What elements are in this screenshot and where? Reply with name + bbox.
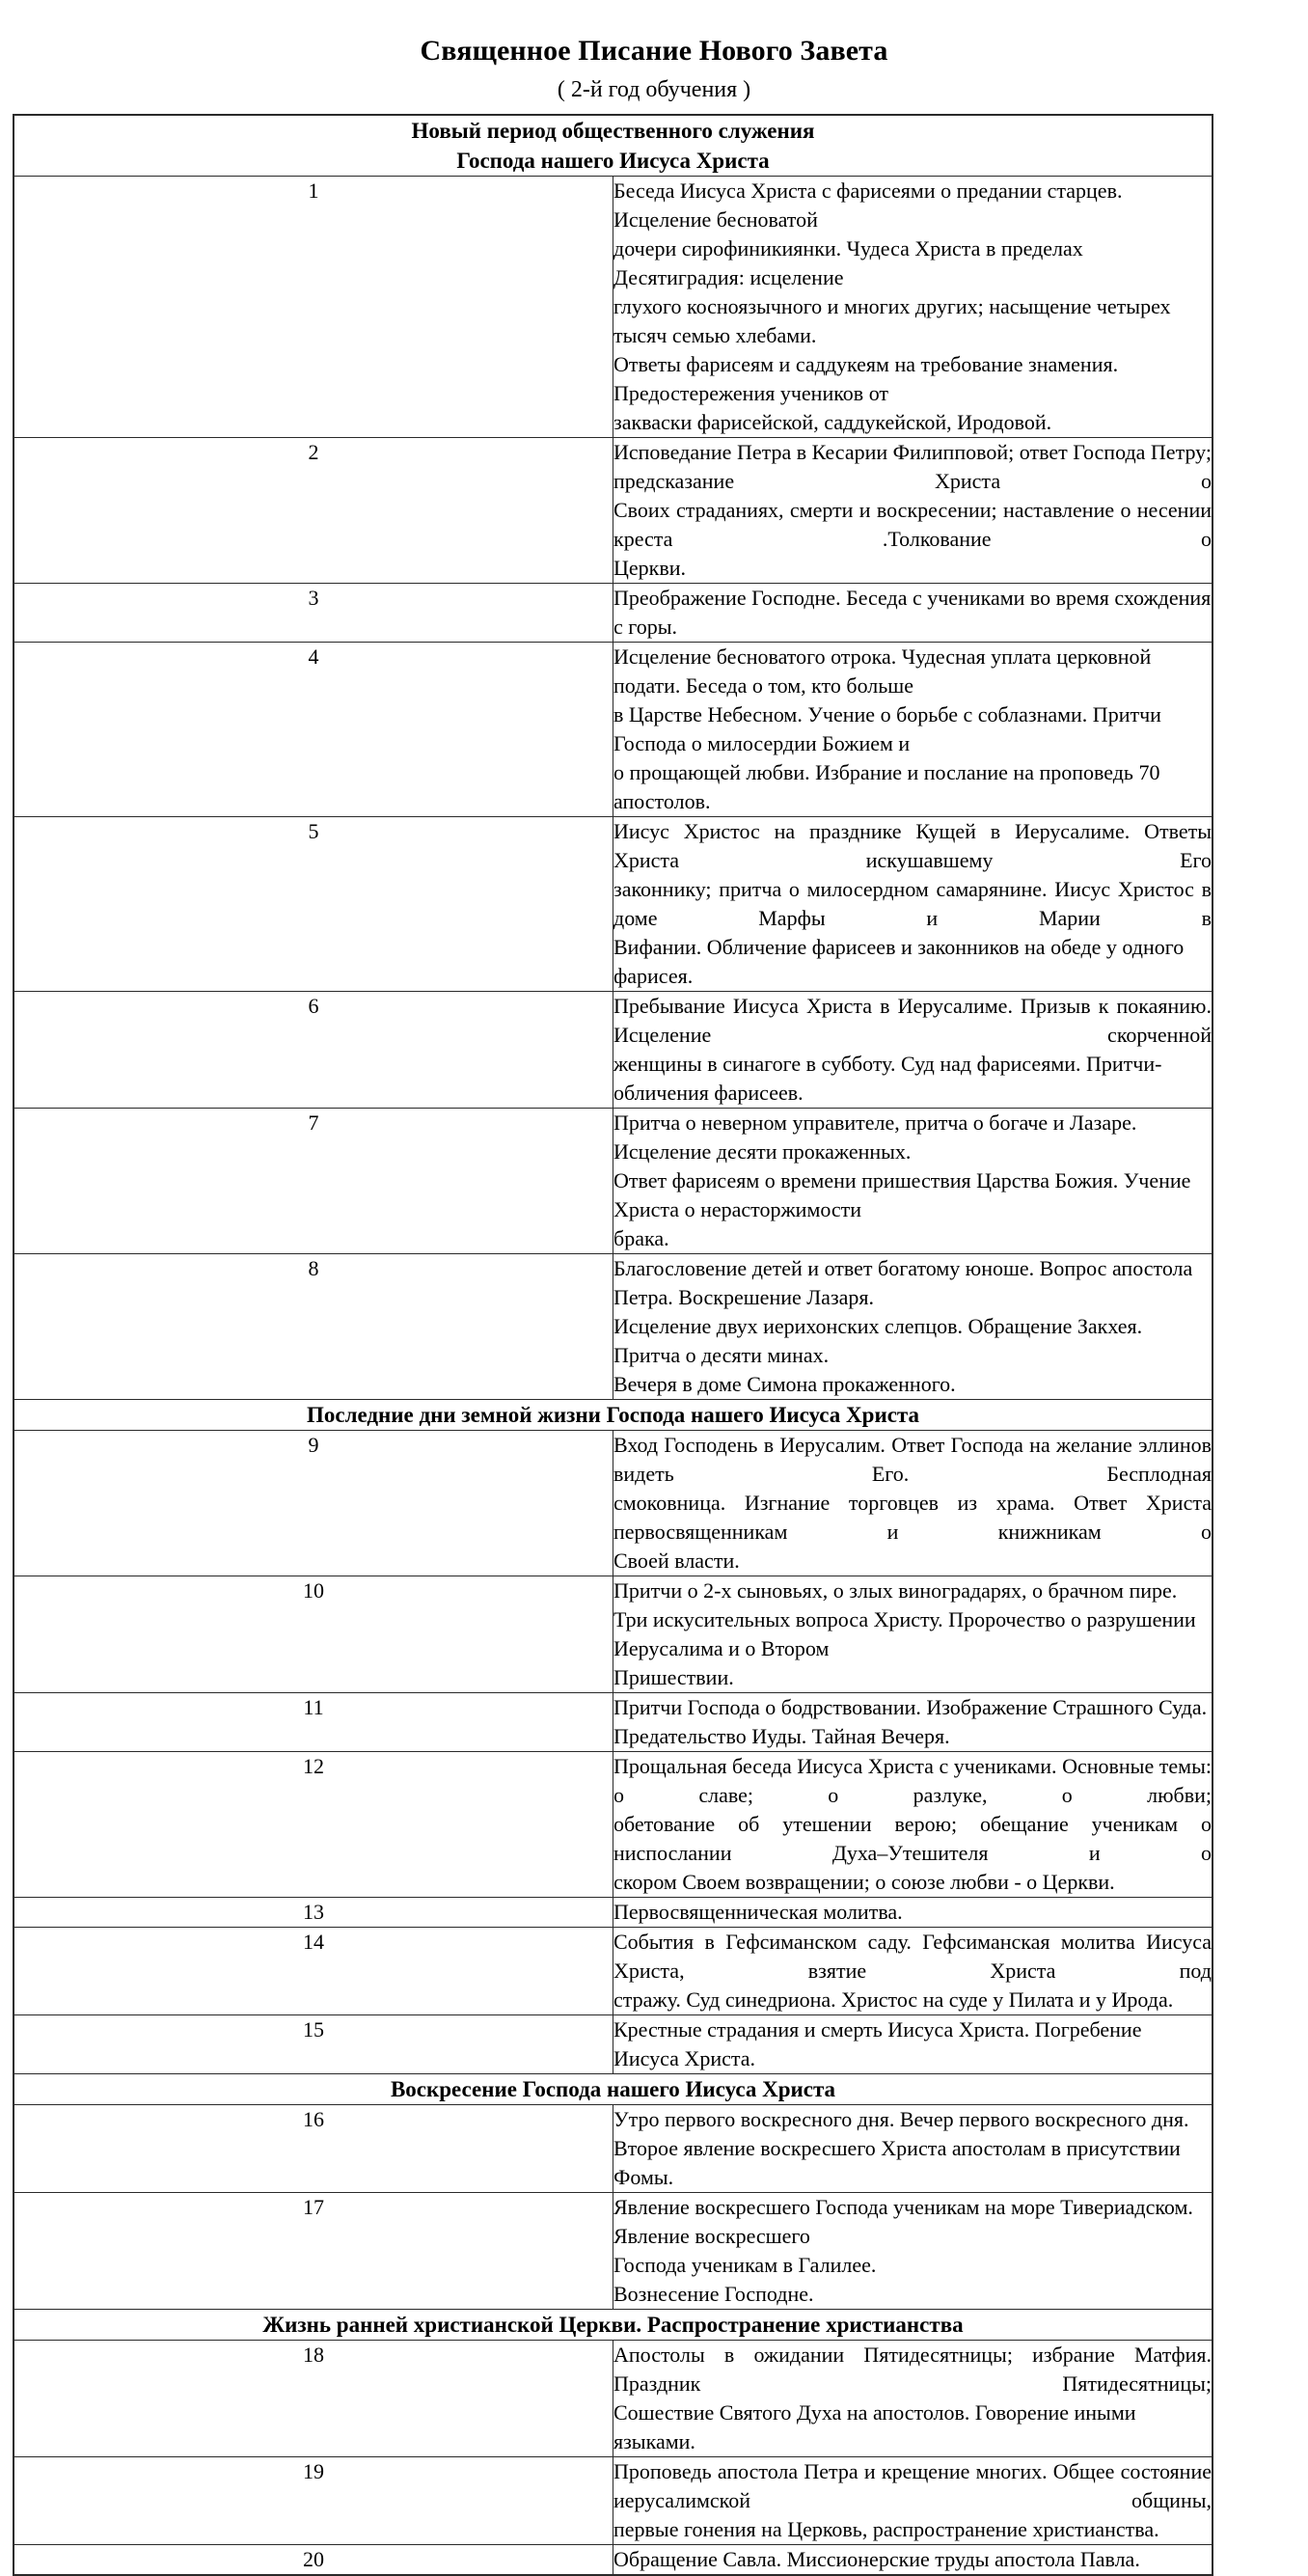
section-header-2	[14, 1400, 1213, 1431]
lesson-number: 11	[14, 1693, 613, 1752]
lesson-topic-line: Крестные страдания и смерть Иисуса Христа. Погребение Иисуса Христа.	[613, 2017, 1142, 2071]
table-row	[14, 177, 1213, 438]
lesson-topic-line: Исповедание Петра в Кесарии Филипповой; ответ Господа Петру; предсказание Христа о	[613, 440, 1212, 494]
lesson-number: 18	[14, 2341, 613, 2457]
lesson-number: 19	[14, 2457, 613, 2545]
table-row	[14, 2457, 1213, 2545]
lesson-number: 14	[14, 1928, 613, 2015]
table-row	[14, 2015, 1213, 2074]
lesson-topic	[613, 1898, 1213, 1928]
lesson-number: 17	[14, 2193, 613, 2310]
lesson-topic-line: женщины в синагоге в субботу. Суд над фарисеями. Притчи-обличения фарисеев.	[613, 1052, 1162, 1106]
table-row	[14, 643, 1213, 817]
lesson-topic-line: Благословение детей и ответ богатому юноше. Вопрос апостола Петра. Воскрешение Лазаря.	[613, 1256, 1193, 1310]
lesson-topic-line: скором Своем возвращении; о союзе любви - о Церкви.	[613, 1870, 1115, 1895]
table-section-header-row	[14, 115, 1213, 177]
lesson-topic	[613, 1576, 1213, 1693]
table-row	[14, 1752, 1213, 1898]
lesson-topic-line: Предательство Иуды. Тайная Вечеря.	[613, 1724, 950, 1749]
lesson-topic-line: Притча о неверном управителе, притча о богаче и Лазаре. Исцеление десяти прокаженных.	[613, 1110, 1137, 1165]
table-row	[14, 2545, 1213, 2576]
lesson-topic-line: Иисус Христос на празднике Кущей в Иерусалиме. Ответы Христа искушавшему Его	[613, 819, 1212, 873]
lesson-topic-line: первые гонения на Церковь, распространение христианства.	[613, 2517, 1159, 2542]
lesson-topic-line: Второе явление воскресшего Христа апостолам в присутствии Фомы.	[613, 2136, 1181, 2190]
lesson-topic-line: Апостолы в ожидании Пятидесятницы; избрание Матфия. Праздник Пятидесятницы;	[613, 2343, 1212, 2397]
lesson-topic	[613, 817, 1213, 992]
section-header-line: Господа нашего Иисуса Христа	[456, 149, 770, 174]
table-section-header-row	[14, 2310, 1213, 2341]
table-row	[14, 2193, 1213, 2310]
lesson-topic-line: Явление воскресшего Господа ученикам на море Тивериадском. Явление воскресшего	[613, 2195, 1193, 2249]
lesson-topic-line: обетование об утешении верою; обещание ученикам о ниспослании Духа–Утешителя и о	[613, 1812, 1212, 1866]
page-subtitle: ( 2-й год обучения )	[557, 76, 751, 102]
document-page	[0, 35, 1308, 2576]
lesson-topic-line: Церкви.	[613, 556, 687, 581]
lesson-topic	[613, 1928, 1213, 2015]
table-row	[14, 2105, 1213, 2193]
lesson-topic	[613, 438, 1213, 584]
lesson-topic-line: Вечеря в доме Симона прокаженного.	[613, 1372, 956, 1397]
lesson-topic-line: в Царстве Небесном. Учение о борьбе с соблазнами. Притчи Господа о милосердии Божием и	[613, 702, 1161, 756]
lesson-topic	[613, 2341, 1213, 2457]
lesson-number: 5	[14, 817, 613, 992]
lesson-topic	[613, 2105, 1213, 2193]
lesson-number: 15	[14, 2015, 613, 2074]
lesson-topic-line: Проповедь апостола Петра и крещение многих. Общее состояние иерусалимской общины,	[613, 2459, 1212, 2513]
lesson-topic-line: брака.	[613, 1226, 669, 1251]
lesson-topic-line: Три искусительных вопроса Христу. Пророчество о разрушении Иерусалима и о Втором	[613, 1607, 1196, 1661]
lesson-topic-line: Ответ фарисеям о времени пришествия Царства Божия. Учение Христа о нерасторжимости	[613, 1168, 1191, 1222]
lesson-topic-line: Вход Господень в Иерусалим. Ответ Господа на желание эллинов видеть Его. Бесплодная	[613, 1433, 1212, 1487]
table-section-header-row	[14, 2074, 1213, 2105]
section-header-line: Последние дни земной жизни Господа нашего Иисуса Христа	[306, 1403, 919, 1428]
section-header-line: Новый период общественного служения	[411, 119, 815, 144]
lesson-topic-line: Исцеление двух иерихонских слепцов. Обращение Закхея. Притча о десяти минах.	[613, 1314, 1143, 1368]
table-row	[14, 1254, 1213, 1400]
table-row	[14, 2341, 1213, 2457]
table-row	[14, 1431, 1213, 1576]
section-header-line: Жизнь ранней христианской Церкви. Распространение христианства	[262, 2313, 964, 2338]
table-row	[14, 1898, 1213, 1928]
lesson-number: 6	[14, 992, 613, 1109]
lesson-topic	[613, 1109, 1213, 1254]
table-row	[14, 584, 1213, 643]
lesson-number: 8	[14, 1254, 613, 1400]
lesson-number: 1	[14, 177, 613, 438]
lesson-topic-line: Притчи Господа о бодрствовании. Изображение Страшного Суда.	[613, 1695, 1208, 1720]
lesson-topic-line: Пришествии.	[613, 1665, 734, 1690]
lesson-topic-line: Исцеление бесноватого отрока. Чудесная уплата церковной подати. Беседа о том, кто больше	[613, 644, 1152, 699]
lesson-topic-line: Своей власти.	[613, 1548, 740, 1574]
section-header-1	[14, 115, 1213, 177]
lesson-topic	[613, 992, 1213, 1109]
lesson-topic-line: законнику; притча о милосердном самарянине. Иисус Христос в доме Марфы и Марии в	[613, 877, 1212, 931]
section-header-line: Воскресение Господа нашего Иисуса Христа	[390, 2077, 836, 2102]
lesson-number: 4	[14, 643, 613, 817]
page-title: Священное Писание Нового Завета	[420, 35, 888, 67]
table-section-header-row	[14, 1400, 1213, 1431]
lesson-topic	[613, 2545, 1213, 2576]
lesson-topic	[613, 1752, 1213, 1898]
lesson-topic-line: Сошествие Святого Духа на апостолов. Говорение иными языками.	[613, 2400, 1136, 2454]
lesson-topic	[613, 584, 1213, 643]
lesson-topic	[613, 1431, 1213, 1576]
lesson-number: 10	[14, 1576, 613, 1693]
lesson-topic	[613, 2457, 1213, 2545]
lesson-topic-line: глухого косноязычного и многих других; насыщение четырех тысяч семью хлебами.	[613, 294, 1171, 348]
table-row	[14, 438, 1213, 584]
lesson-topic	[613, 643, 1213, 817]
lesson-number: 20	[14, 2545, 613, 2576]
lesson-topic	[613, 2193, 1213, 2310]
table-row	[14, 1693, 1213, 1752]
table-body	[14, 115, 1213, 2575]
lesson-topic-line: Господа ученикам в Галилее.	[613, 2253, 877, 2278]
lesson-topic-line: Своих страданиях, смерти и воскресении; наставление о несении креста .Толкование о	[613, 498, 1212, 552]
lesson-topic-line: дочери сирофиникиянки. Чудеса Христа в пределах Десятиградия: исцеление	[613, 236, 1083, 290]
lesson-number: 3	[14, 584, 613, 643]
lesson-topic	[613, 1693, 1213, 1752]
lesson-number: 7	[14, 1109, 613, 1254]
lesson-topic-line: Вифании. Обличение фарисеев и законников на обеде у одного фарисея.	[613, 935, 1185, 989]
section-header-4	[14, 2310, 1213, 2341]
curriculum-table	[13, 114, 1213, 2576]
lesson-topic-line: Пребывание Иисуса Христа в Иерусалиме. Призыв к покаянию. Исцеление скорченной	[613, 994, 1212, 1048]
lesson-topic-line: смоковница. Изгнание торговцев из храма. Ответ Христа первосвященникам и книжникам о	[613, 1491, 1212, 1545]
lesson-topic	[613, 2015, 1213, 2074]
lesson-topic-line: стражу. Суд синедриона. Христос на суде у Пилата и у Ирода.	[613, 1987, 1174, 2013]
lesson-number: 16	[14, 2105, 613, 2193]
lesson-topic-line: закваски фарисейской, саддукейской, Иродовой.	[613, 410, 1052, 435]
lesson-topic-line: Первосвященническая молитва.	[613, 1900, 903, 1925]
table-row	[14, 817, 1213, 992]
lesson-topic	[613, 1254, 1213, 1400]
lesson-topic-line: Вознесение Господне.	[613, 2282, 814, 2307]
lesson-topic-line: События в Гефсиманском саду. Гефсиманская молитва Иисуса Христа, взятие Христа под	[613, 1930, 1212, 1984]
table-row	[14, 1576, 1213, 1693]
table-row	[14, 1928, 1213, 2015]
lesson-topic-line: Прощальная беседа Иисуса Христа с учениками. Основные темы: о славе; о разлуке, о любви;	[613, 1754, 1212, 1808]
lesson-topic-line: Ответы фарисеям и саддукеям на требование знамения. Предостережения учеников от	[613, 352, 1119, 406]
table-row	[14, 1109, 1213, 1254]
lesson-number: 9	[14, 1431, 613, 1576]
lesson-topic-line: Утро первого воскресного дня. Вечер первого воскресного дня.	[613, 2107, 1189, 2132]
lesson-topic	[613, 177, 1213, 438]
lesson-topic-line: Обращение Савла. Миссионерские труды апостола Павла.	[613, 2547, 1140, 2572]
lesson-topic-line: Притчи о 2-х сыновьях, о злых виноградарях, о брачном пире.	[613, 1578, 1178, 1603]
lesson-number: 12	[14, 1752, 613, 1898]
lesson-topic-line: о прощающей любви. Избрание и послание на проповедь 70 апостолов.	[613, 760, 1160, 814]
lesson-number: 2	[14, 438, 613, 584]
section-header-3	[14, 2074, 1213, 2105]
lesson-topic-line: Беседа Иисуса Христа с фарисеями о предании старцев. Исцеление бесноватой	[613, 178, 1123, 233]
lesson-number: 13	[14, 1898, 613, 1928]
table-row	[14, 992, 1213, 1109]
lesson-topic-line: Преображение Господне. Беседа с учениками во время схождения с горы.	[613, 586, 1212, 640]
